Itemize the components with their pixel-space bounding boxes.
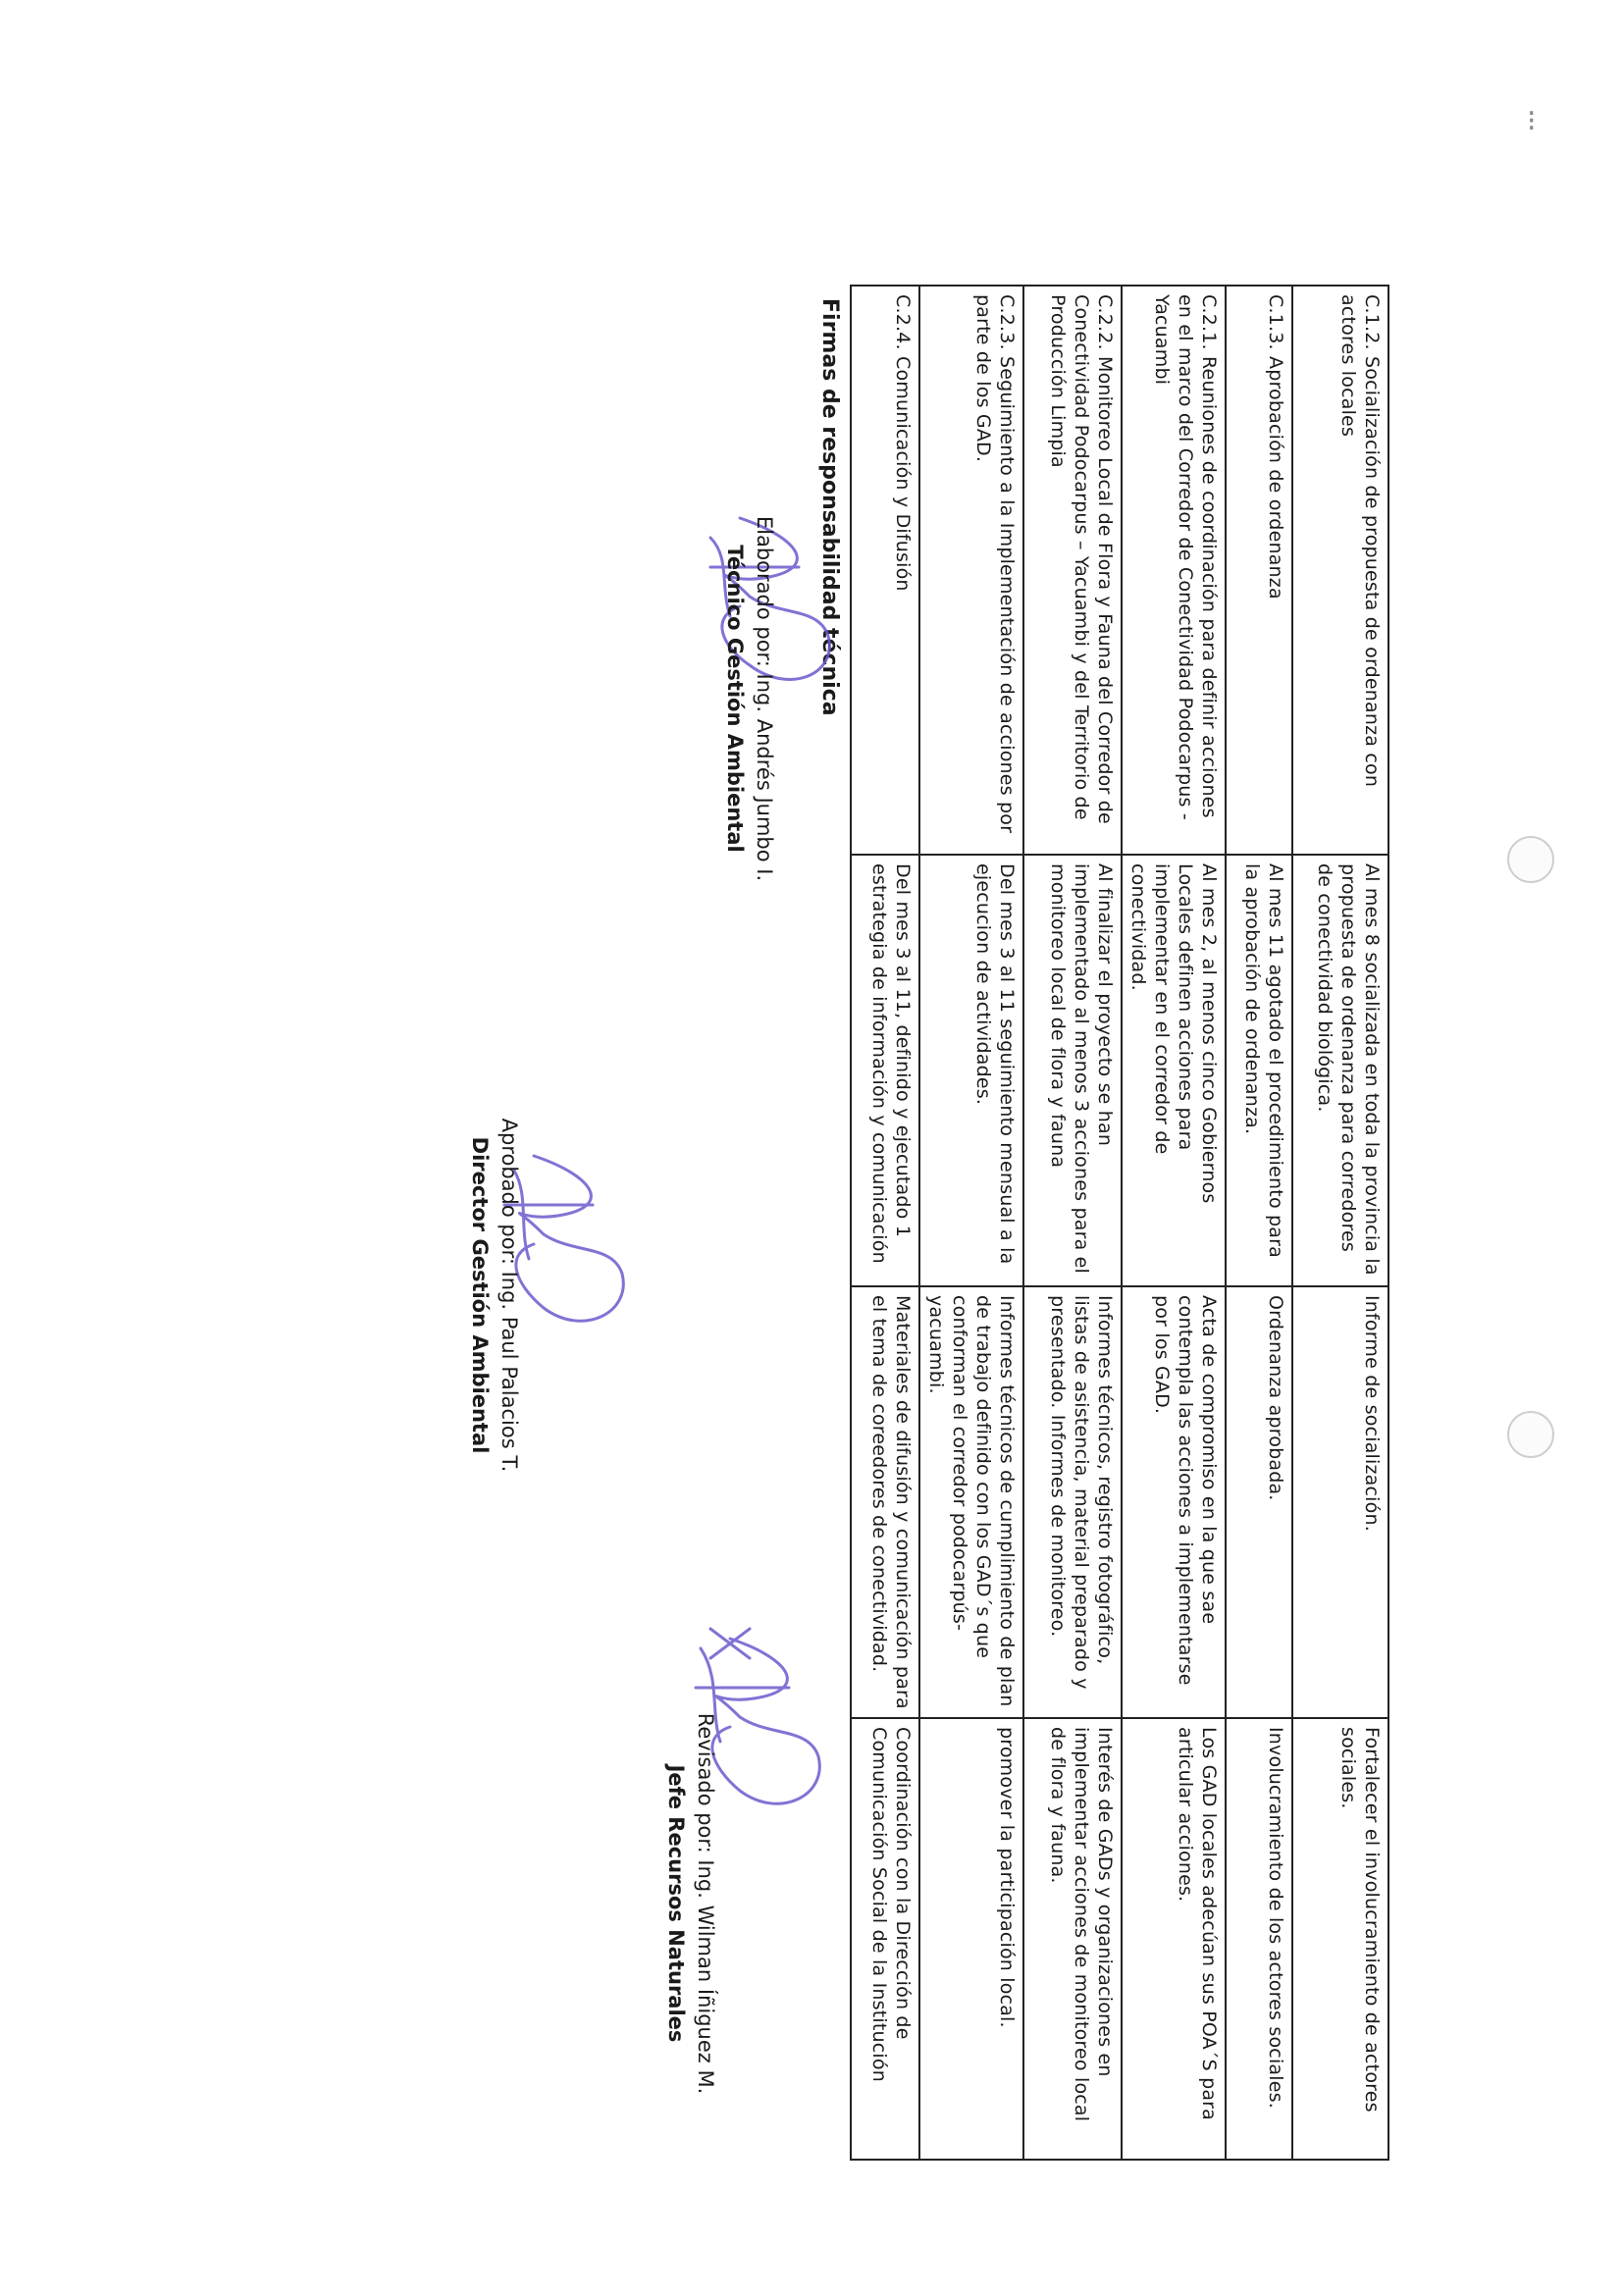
activity-cell: C.2.3. Seguimiento a la Implementación de acciones por parte de los GAD. — [919, 286, 1023, 855]
table-row — [1122, 286, 1226, 2160]
activity-cell: C.2.1. Reuniones de coordinación para definir acciones en el marco del Corredor de Conectividad Podocarpus - Yacuambi — [1122, 286, 1226, 855]
revisado-name: Revisado por: Ing. Wilman Íñiguez M. — [694, 1712, 717, 2095]
verification-cell: Ordenanza aprobada. — [1226, 1286, 1292, 1718]
verification-cell: Materiales de difusión y comunicación para el tema de coreedores de conectividad. — [851, 1286, 919, 1718]
punch-hole — [1507, 836, 1554, 883]
verification-cell: Informes técnicos, registro fotográfico, listas de asistencia, material preparado y presentado. Informes de monitoreo. — [1023, 1286, 1122, 1718]
assumption-cell: Fortalecer el involucramiento de actores sociales. — [1292, 1718, 1388, 2160]
elaborado-role: Técnico Gestión Ambiental — [723, 545, 747, 853]
goal-cell: Del mes 3 al 11, definido y ejecutado 1 estrategia de información y comunicación — [851, 855, 919, 1286]
assumption-cell: Interés de GADs y organizaciones en implementar acciones de monitoreo local de flora y fauna. — [1023, 1718, 1122, 2160]
assumption-cell: promover la participación local. — [919, 1718, 1023, 2160]
revisado-role: Jefe Recursos Naturales — [664, 1764, 688, 2043]
table-row — [1292, 286, 1388, 2160]
goal-cell: Del mes 3 al 11 seguimiento mensual a la ejecucion de actividades. — [919, 855, 1023, 1286]
assumption-cell: Coordinación con la Dirección de Comunicación Social de la Institución — [851, 1718, 919, 2160]
activity-cell: C.2.4. Comunicación y Difusión — [851, 286, 919, 855]
activity-cell: C.1.3. Aprobación de ordenanza — [1226, 286, 1292, 855]
verification-cell: Informes técnicos de cumplimiento de plan de trabajo definido con los GAD´s que conforman el corredor podocarpús-yacuambi. — [919, 1286, 1023, 1718]
verification-cell: Informe de socialización. — [1292, 1286, 1388, 1718]
goal-cell: Al finalizar el proyecto se han implementado al menos 3 acciones para el monitoreo local de flora y fauna — [1023, 855, 1122, 1286]
punch-hole — [1507, 1411, 1554, 1458]
elaborado-name: Elaborado por: Ing. Andrés Jumbo I. — [753, 515, 776, 882]
assumption-cell: Los GAD locales adecúan sus POA´S para articular acciones. — [1122, 1718, 1226, 2160]
activity-cell: C.1.2. Socialización de propuesta de ordenanza con actores locales — [1292, 286, 1388, 855]
activities-table — [850, 285, 1389, 2161]
goal-cell: Al mes 2, al menos cinco Gobiernos Locales definen acciones para implementar en el corredor de conectividad. — [1122, 855, 1226, 1286]
table-row — [1023, 286, 1122, 2160]
table-row — [1226, 286, 1292, 2160]
verification-cell: Acta de compromiso en la que sae contempla las acciones a implementarse por los GAD. — [1122, 1286, 1226, 1718]
table-row — [919, 286, 1023, 2160]
aprobado-name: Aprobado por: Ing. Paul Palacios T. — [497, 1118, 521, 1473]
goal-cell: Al mes 8 socializada en toda la provincia la propuesta de ordenanza para corredores de conectividad biológica. — [1292, 855, 1388, 1286]
table-row — [851, 286, 919, 2160]
signatures-title: Firmas de responsabilidad técnica — [817, 298, 842, 716]
signature-block-elaborado — [720, 444, 779, 954]
activity-cell: C.2.2. Monitoreo Local de Flora y Fauna del Corredor de Conectividad Podocarpus – Yacuambi y del Territorio de Producción Limpia — [1023, 286, 1122, 855]
scan-speck-icon: ⁝ — [1527, 104, 1537, 138]
goal-cell: Al mes 11 agotado el procedimiento para la aprobación de ordenanza. — [1226, 855, 1292, 1286]
signature-block-aprobado — [465, 1040, 524, 1550]
signature-block-revisado — [661, 1648, 720, 2159]
assumption-cell: Involucramiento de los actores sociales. — [1226, 1718, 1292, 2160]
aprobado-role: Director Gestión Ambiental — [468, 1136, 492, 1454]
